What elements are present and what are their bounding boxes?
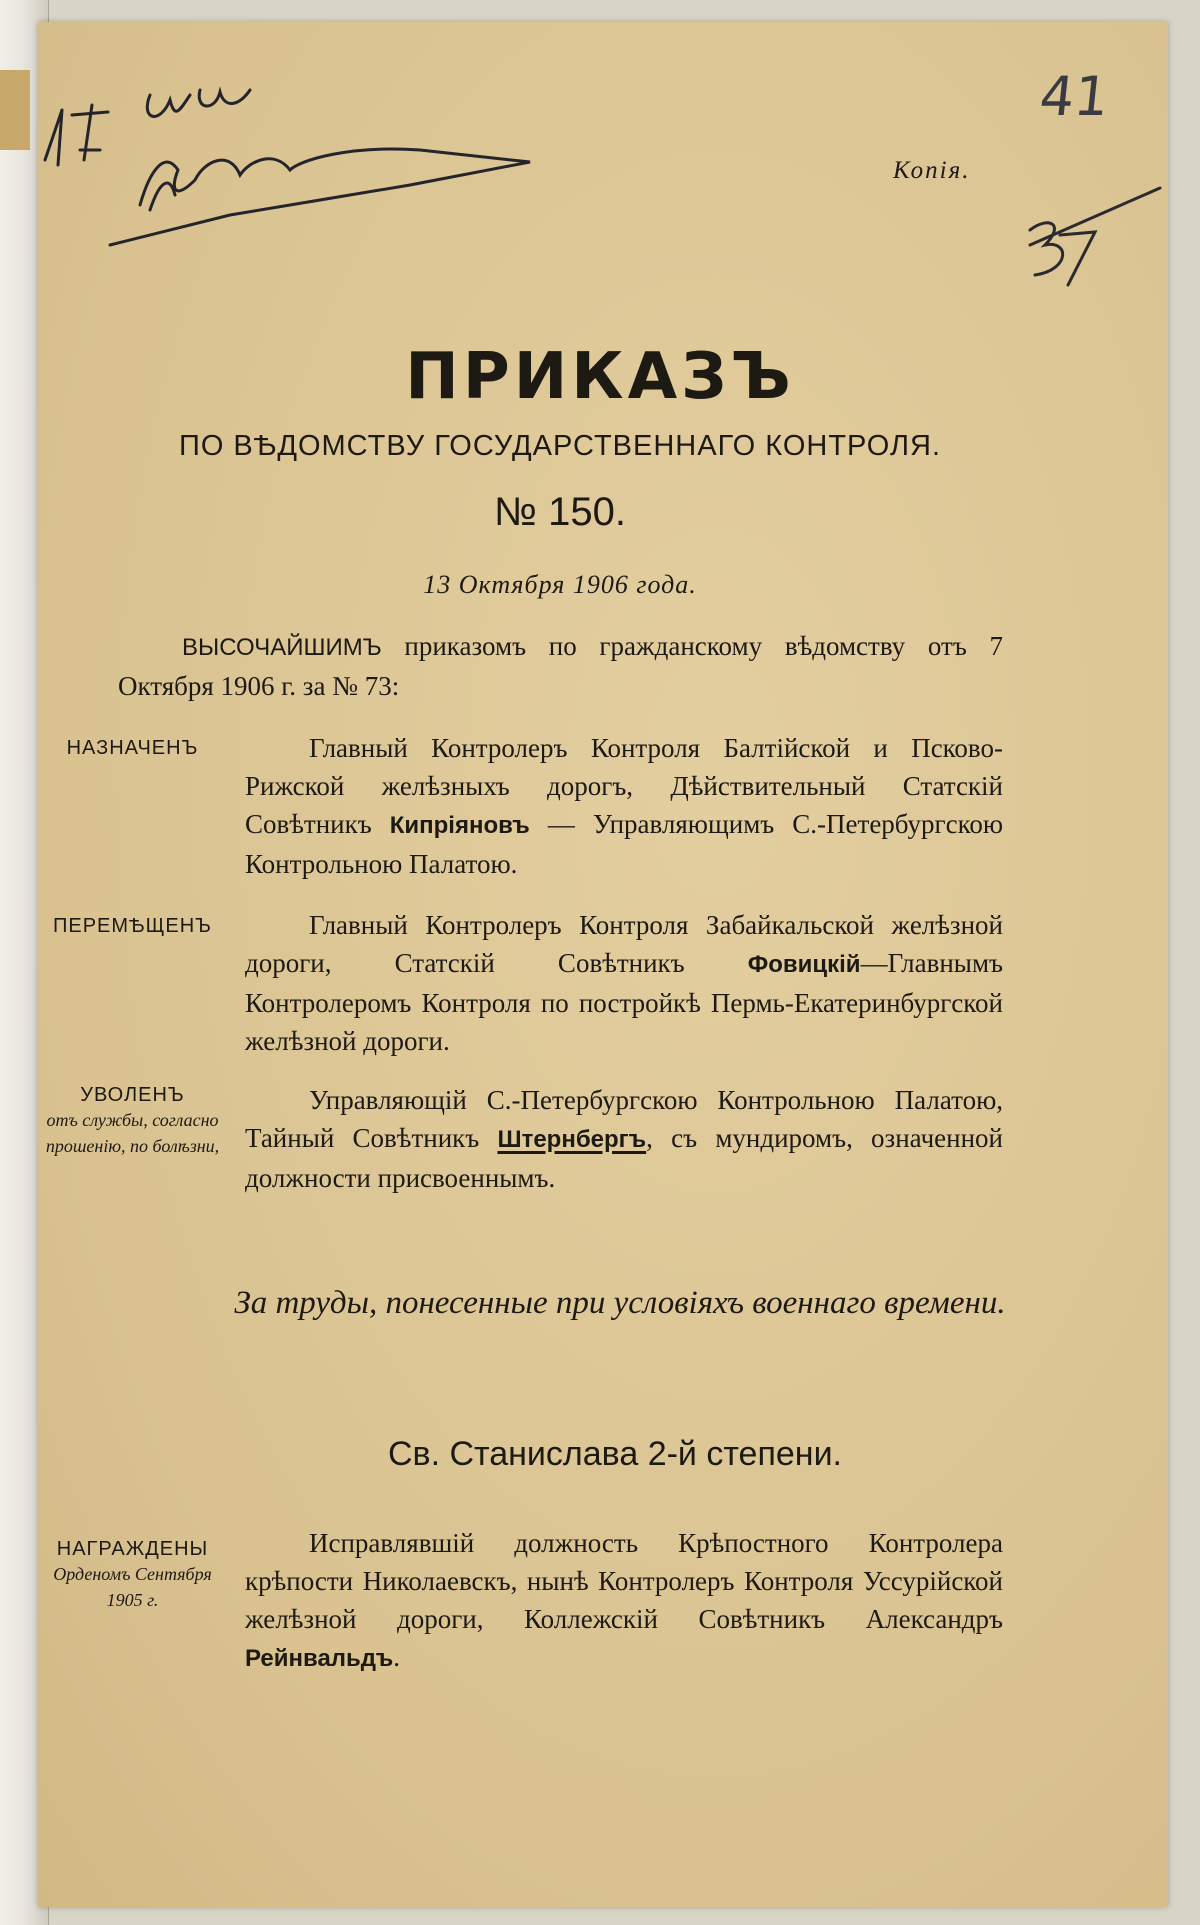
handwritten-signature [45, 90, 530, 245]
order-date: 13 Октября 1906 года. [423, 570, 697, 599]
entry-text: . [393, 1642, 400, 1672]
entry-text: , съ мундиромъ, означенной должности присвоеннымъ. [245, 1123, 1003, 1193]
margin-label-transferred [40, 915, 225, 938]
entry-text: Главный Контролеръ Контроля Забайкальской желѣзной дороги, Статскій Совѣтникъ [245, 910, 1003, 978]
person-name: Кипріяновъ [389, 812, 530, 839]
entry-paragraph-appointed [245, 729, 1003, 883]
copy-label: Копія. [893, 157, 971, 184]
margin-head: НАГРАЖДЕНЫ [56, 1538, 209, 1560]
margin-label-dismissed [40, 1084, 225, 1159]
intro-paragraph [118, 627, 1003, 705]
page-number: 41 [1036, 65, 1113, 128]
entry-text: Управляющій С.-Петербургскою Контрольною Палатою, Тайный Совѣтникъ [245, 1085, 1003, 1153]
margin-label-awarded [40, 1538, 225, 1613]
entry-paragraph-transferred [245, 906, 1003, 1060]
margin-head: ПЕРЕМѢЩЕНЪ [53, 915, 212, 937]
margin-head: НАЗНАЧЕНЪ [66, 737, 199, 759]
person-name: Рейнвальдъ [245, 1645, 394, 1672]
margin-head: УВОЛЕНЪ [80, 1084, 185, 1106]
section-caption: За труды, понесенные при условіяхъ военнаго времени. [234, 1285, 1006, 1321]
entry-text: Главный Контролеръ Контроля Балтійской и Псково-Рижской желѣзныхъ дорогъ, Дѣйствительный Статскій Совѣтникъ [245, 733, 1003, 839]
entry-text: —Главнымъ Контролеромъ Контроля по постройкѣ Пермь-Екатеринбургской желѣзной дороги. [245, 948, 1003, 1056]
margin-note: Орденомъ Сентября 1905 г. [53, 1564, 212, 1610]
page-number-mark-37 [1030, 188, 1160, 285]
order-number: № 150. [494, 490, 626, 534]
person-name: Фовицкій [747, 951, 861, 978]
order-title: Св. Станислава 2-й степени. [387, 1435, 843, 1473]
intro-caps: ВЫСОЧАЙШИМЪ [182, 634, 382, 661]
entry-paragraph-dismissed [245, 1081, 1003, 1197]
document-title: ПРИКАЗЪ [405, 340, 795, 414]
margin-label-appointed [40, 737, 225, 760]
entry-text: Исправлявшій должность Крѣпостного Контролера крѣпости Николаевскъ, нынѣ Контролеръ Контроля Уссурійской желѣзной дороги, Коллежскій Совѣтникъ Александръ [245, 1528, 1003, 1634]
margin-note: отъ службы, согласно прошенію, по болѣзни, [45, 1110, 220, 1156]
entry-text: — Управляющимъ С.-Петербургскою Контрольною Палатою. [245, 809, 1003, 879]
person-name: Штернбергъ [497, 1126, 647, 1153]
entry-paragraph-awarded [245, 1524, 1003, 1678]
document-subtitle: ПО ВѢДОМСТВУ ГОСУДАРСТВЕННАГО КОНТРОЛЯ. [178, 430, 942, 462]
intro-text: приказомъ по гражданскому вѣдомству отъ 7 Октября 1906 г. за № 73: [118, 631, 1003, 701]
